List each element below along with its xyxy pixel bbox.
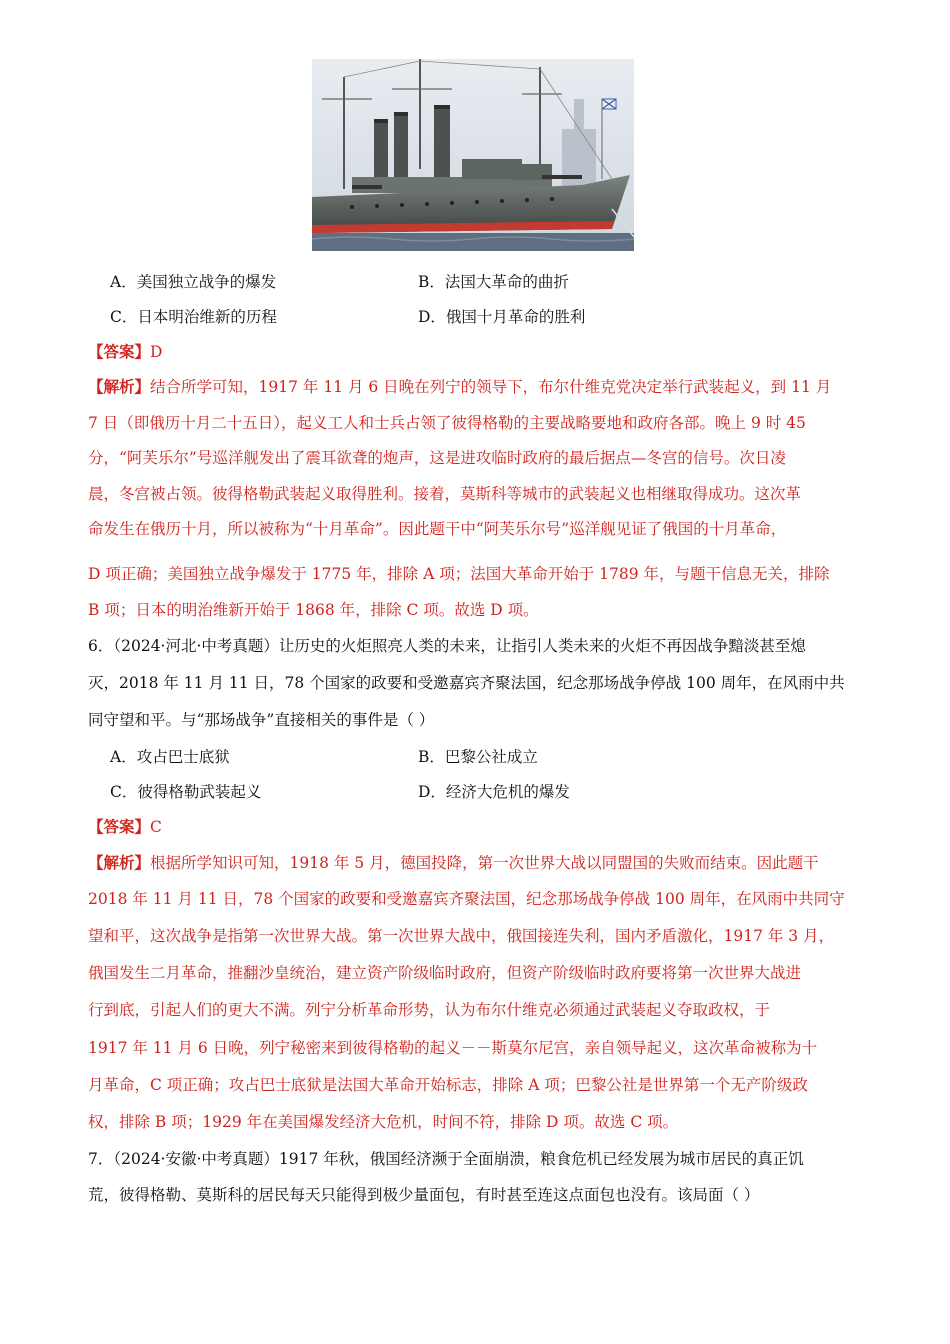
q5-answer: [88, 342, 162, 362]
q6-analysis-line: 1917 年 11 月 6 日晚，列宁秘密来到彼得格勒的起义－－斯莫尔尼宫，亲自领导起义，这次革命被称为十: [88, 1039, 818, 1057]
q5-analysis-line: 分，“阿芙乐尔”号巡洋舰发出了震耳欲聋的炮声，这是进攻临时政府的最后据点—冬宫的信号。次日凌: [88, 449, 786, 467]
q5-analysis-line: 晨，冬宫被占领。彼得格勒武装起义取得胜利。接着，莫斯科等城市的武装起义也相继取得成功。这次革: [88, 485, 802, 503]
answer-label: 【答案】: [88, 342, 151, 361]
q6-option-d: D．经济大危机的爆发: [418, 783, 570, 801]
analysis-text: 根据所学知识可知，1918 年 5 月，德国投降，第一次世界大战以同盟国的失败而结束。因此题干: [150, 854, 819, 872]
q5-analysis-line: 7 日（即俄历十月二十五日），起义工人和士兵占领了彼得格勒的主要战略要地和政府各部。晚上 9 时 45: [88, 414, 806, 432]
q5-option-b: B．法国大革命的曲折: [418, 273, 569, 291]
q7-stem-line: 7．（2024·安徽·中考真题）1917 年秋，俄国经济濒于全面崩溃，粮食危机已经发展为城市居民的真正饥: [88, 1150, 804, 1168]
cruiser-ship-photo: [312, 59, 634, 251]
q7-stem-line: 荒，彼得格勒、莫斯科的居民每天只能得到极少量面包，有时甚至连这点面包也没有。该局面（ ）: [88, 1186, 760, 1204]
q5-analysis-line: D 项正确；美国独立战争爆发于 1775 年，排除 A 项；法国大革命开始于 1789 年，与题干信息无关，排除: [88, 565, 830, 583]
answer-label: 【答案】: [88, 817, 151, 836]
q6-stem-line: 灭，2018 年 11 月 11 日，78 个国家的政要和受邀嘉宾齐聚法国，纪念那场战争停战 100 周年，在风雨中共: [88, 674, 845, 692]
q6-stem-line: 同守望和平。与“那场战争”直接相关的事件是（ ）: [88, 711, 435, 729]
q5-analysis-line: [88, 377, 831, 397]
answer-value: C: [150, 818, 162, 836]
q5-analysis-line: 命发生在俄历十月，所以被称为“十月革命”。因此题干中“阿芙乐尔号”巡洋舰见证了俄国的十月革命，: [88, 520, 787, 538]
q6-option-c: C．彼得格勒武装起义: [110, 783, 262, 801]
q6-analysis-line: 月革命，C 项正确；攻占巴士底狱是法国大革命开始标志，排除 A 项；巴黎公社是世界第一个无产阶级政: [88, 1076, 808, 1094]
q5-option-a: A．美国独立战争的爆发: [110, 273, 277, 291]
q6-analysis-line: 俄国发生二月革命，推翻沙皇统治，建立资产阶级临时政府，但资产阶级临时政府要将第一次世界大战进: [88, 964, 802, 982]
q5-option-d: D．俄国十月革命的胜利: [418, 308, 586, 326]
answer-value: D: [150, 343, 163, 361]
q6-analysis-line: 行到底，引起人们的更大不满。列宁分析革命形势，认为布尔什维克必须通过武装起义夺取政权，于: [88, 1001, 771, 1019]
q6-answer: [88, 817, 162, 837]
analysis-text: 结合所学可知，1917 年 11 月 6 日晚在列宁的领导下，布尔什维克党决定举行武装起义，到 11 月: [150, 378, 832, 396]
analysis-label: 【解析】: [88, 377, 151, 396]
q6-analysis-line: 望和平，这次战争是指第一次世界大战。第一次世界大战中，俄国接连失利，国内矛盾激化，1917 年 3 月，: [88, 927, 835, 945]
q6-option-b: B．巴黎公社成立: [418, 748, 538, 766]
q6-stem-line: 6．（2024·河北·中考真题）让历史的火炬照亮人类的未来，让指引人类未来的火炬不再因战争黯淡甚至熄: [88, 637, 806, 655]
q6-analysis-line: [88, 853, 819, 873]
analysis-label: 【解析】: [88, 853, 151, 872]
q6-analysis-line: 权，排除 B 项；1929 年在美国爆发经济大危机，时间不符，排除 D 项。故选 C 项。: [88, 1113, 679, 1131]
q6-analysis-line: 2018 年 11 月 11 日，78 个国家的政要和受邀嘉宾齐聚法国，纪念那场战争停战 100 周年，在风雨中共同守: [88, 890, 845, 908]
q5-option-c: C．日本明治维新的历程: [110, 308, 277, 326]
q6-option-a: A．攻占巴士底狱: [110, 748, 230, 766]
q5-analysis-line: B 项；日本的明治维新开始于 1868 年，排除 C 项。故选 D 项。: [88, 601, 539, 619]
